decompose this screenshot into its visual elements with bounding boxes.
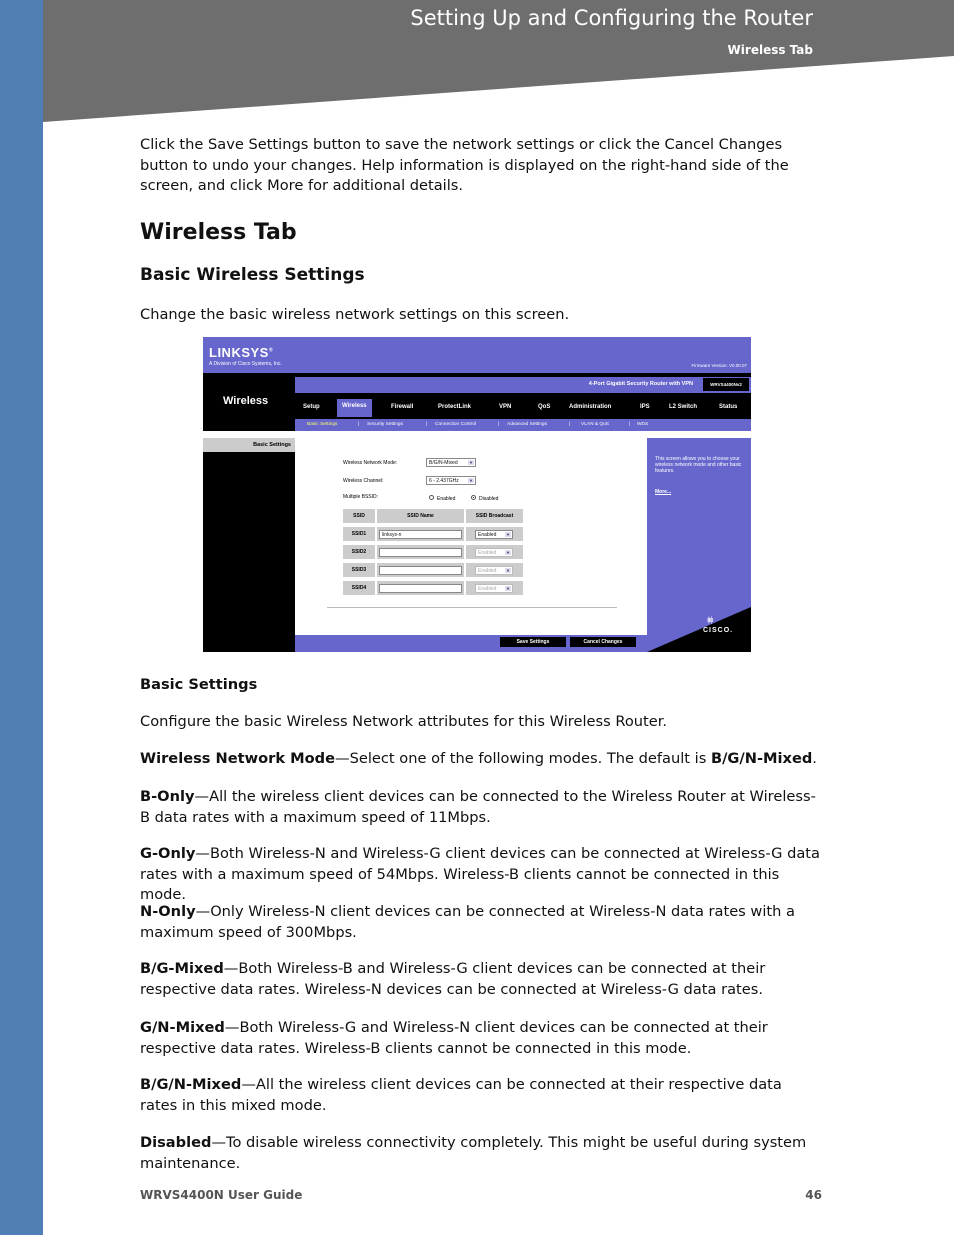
router-sub-nav: [295, 419, 751, 431]
linksys-logo-text: LINKSYS: [209, 345, 269, 360]
subnav-separator: |: [498, 421, 500, 427]
bssid-label: Multiple BSSID:: [343, 494, 379, 500]
left-section-tag-label: Basic Settings: [253, 442, 291, 448]
header-title: Setting Up and Configuring the Router: [410, 6, 813, 30]
basic-settings-title: Basic Settings: [140, 676, 258, 693]
product-name: 4-Port Gigabit Security Router with VPN: [588, 381, 693, 387]
mode-select-value: B/G/N-Mixed: [429, 460, 458, 466]
chevron-down-icon: ▼: [469, 478, 473, 483]
linksys-logo-subtitle: A Division of Cisco Systems, Inc.: [209, 361, 282, 367]
footer-guide-name: WRVS4400N User Guide: [140, 1188, 303, 1202]
mode-description: —To disable wireless connectivity completely. This might be useful during system maintenance.: [140, 1134, 807, 1172]
ssid1-broadcast-value: Enabled: [478, 532, 497, 538]
cisco-logo: CISCO.: [703, 627, 734, 634]
mode-bgn-mixed: [140, 1075, 820, 1116]
mode-select[interactable]: [426, 458, 476, 467]
chevron-down-icon: ▼: [506, 550, 510, 555]
help-text: This screen allows you to choose your wireless network mode and other basic features.: [655, 456, 742, 474]
mode-description: —All the wireless client devices can be connected at their respective data rates in this mixed mode.: [140, 1076, 782, 1114]
ssid4-broadcast-select[interactable]: [475, 584, 513, 593]
mode-g-only: [140, 844, 820, 906]
linksys-logo-trademark: ®: [268, 347, 274, 354]
ssid3-broadcast-select[interactable]: [475, 566, 513, 575]
bssid-enabled-label: Enabled: [437, 496, 456, 502]
ssid3-broadcast-value: Enabled: [478, 568, 497, 574]
mode-default: B/G/N-Mixed: [710, 750, 813, 767]
ssid3-name-input[interactable]: [379, 566, 462, 575]
basic-settings-description: Configure the basic Wireless Network attributes for this Wireless Router.: [140, 713, 667, 730]
mode-gn-mixed: [140, 1018, 820, 1059]
subnav-separator: |: [426, 421, 428, 427]
more-link[interactable]: More...: [655, 489, 672, 495]
save-settings-button[interactable]: Save Settings: [500, 637, 566, 647]
subsection-title: Basic Wireless Settings: [140, 265, 365, 285]
chevron-down-icon: ▼: [506, 568, 510, 573]
ssid2-broadcast-select[interactable]: [475, 548, 513, 557]
help-column-corner: [647, 607, 751, 652]
footer-page-number: 46: [805, 1188, 822, 1202]
mode-term: B/G-Mixed: [140, 960, 224, 977]
page-header: [43, 0, 954, 122]
router-section-label: Wireless: [223, 395, 269, 407]
left-section-tag: [203, 438, 295, 452]
chevron-down-icon: ▼: [506, 532, 510, 537]
subnav-vlan-qos[interactable]: VLAN & QoS: [581, 421, 609, 427]
subnav-basic-settings[interactable]: Basic Settings: [307, 421, 338, 427]
router-left-column: [203, 438, 295, 652]
router-main-nav: [295, 399, 751, 417]
channel-select-value: 6 - 2.437GHz: [429, 478, 459, 484]
ssid2-broadcast-value: Enabled: [478, 550, 497, 556]
nav-tab-l2-switch[interactable]: L2 Switch: [669, 404, 698, 410]
bssid-disabled-label: Disabled: [479, 496, 499, 502]
ssid1-name-input[interactable]: linksys-n: [379, 530, 462, 539]
ssid2-name-input[interactable]: [379, 548, 462, 557]
mode-b-only: [140, 787, 820, 828]
table-header-ssid-name: SSID Name: [377, 509, 464, 523]
subnav-separator: |: [629, 421, 631, 427]
mode-description: —Both Wireless-G and Wireless-N client devices can be connected at their respective data rates. Wireless-B clients cannot be connected in this mode.: [140, 1019, 768, 1057]
linksys-logo: [209, 345, 273, 360]
intro-paragraph: Click the Save Settings button to save the network settings or click the Cancel Changes button to undo your changes. Help information is displayed on the right-hand side of the screen, and click More for additional details.: [140, 136, 789, 194]
cisco-bars-icon: ı|ıı|ı: [707, 617, 713, 624]
channel-label: Wireless Channel:: [343, 478, 384, 484]
router-top-band: [203, 337, 751, 373]
mode-term: N-Only: [140, 903, 196, 920]
mode-paragraph: [140, 749, 820, 770]
router-screenshot: [203, 337, 751, 652]
nav-tab-setup[interactable]: Setup: [303, 404, 320, 410]
mode-term: Disabled: [140, 1134, 212, 1151]
chevron-down-icon: ▼: [506, 586, 510, 591]
mode-text-end: .: [812, 750, 817, 767]
chevron-down-icon: ▼: [469, 460, 473, 465]
left-margin-bar: [0, 0, 43, 1235]
table-row-ssid: SSID2: [343, 545, 375, 559]
nav-tab-firewall[interactable]: Firewall: [391, 404, 414, 410]
mode-description: —Both Wireless-B and Wireless-G client devices can be connected at their respective data rates. Wireless-N devices can be connected at Wireless-G data rates.: [140, 960, 766, 998]
channel-select[interactable]: [426, 476, 476, 485]
subnav-separator: |: [569, 421, 571, 427]
nav-tab-administration[interactable]: Administration: [569, 404, 612, 410]
subnav-wds[interactable]: WDS: [637, 421, 649, 427]
subnav-separator: |: [358, 421, 360, 427]
nav-tab-protectlink[interactable]: ProtectLink: [438, 404, 472, 410]
mode-term: B-Only: [140, 788, 195, 805]
mode-text: —Select one of the following modes. The default is: [335, 750, 711, 767]
nav-tab-wireless[interactable]: Wireless: [337, 399, 372, 417]
subnav-security-settings[interactable]: Security Settings: [367, 421, 403, 427]
table-row-ssid: SSID3: [343, 563, 375, 577]
bssid-enabled-radio[interactable]: [429, 495, 434, 500]
table-row-ssid: SSID4: [343, 581, 375, 595]
ssid4-name-input[interactable]: [379, 584, 462, 593]
subnav-advanced-settings[interactable]: Advanced Settings: [507, 421, 548, 427]
mode-term: G-Only: [140, 845, 196, 862]
bssid-disabled-radio[interactable]: [471, 495, 476, 500]
subsection-description: Change the basic wireless network settings on this screen.: [140, 306, 570, 323]
mode-term: B/G/N-Mixed: [140, 1076, 242, 1093]
mode-n-only: [140, 902, 820, 943]
mode-term: G/N-Mixed: [140, 1019, 225, 1036]
nav-tab-status[interactable]: Status: [719, 404, 738, 410]
nav-tab-qos[interactable]: QoS: [538, 404, 551, 410]
firmware-version: Firmware Version: V0.00.07: [691, 363, 747, 368]
cancel-changes-button[interactable]: Cancel Changes: [570, 637, 636, 647]
subnav-connection-control[interactable]: Connection Control: [435, 421, 477, 427]
ssid1-broadcast-select[interactable]: [475, 530, 513, 539]
mode-bg-mixed: [140, 959, 820, 1000]
mode-disabled: [140, 1133, 820, 1174]
header-subtitle: Wireless Tab: [727, 43, 813, 57]
section-title: Wireless Tab: [140, 220, 297, 245]
mode-description: —Only Wireless-N client devices can be connected at Wireless-N data rates with a maximum speed of 300Mbps.: [140, 903, 795, 941]
ssid4-broadcast-value: Enabled: [478, 586, 497, 592]
content-divider: [327, 607, 617, 608]
mode-term: Wireless Network Mode: [140, 750, 336, 767]
mode-label: Wireless Network Mode:: [343, 460, 398, 466]
mode-description: —All the wireless client devices can be connected to the Wireless Router at Wireless-B data rates with a maximum speed of 11Mbps.: [140, 788, 816, 826]
table-row-ssid: SSID1: [343, 527, 375, 541]
table-header-ssid-broadcast: SSID Broadcast: [466, 509, 523, 523]
nav-tab-vpn[interactable]: VPN: [499, 404, 512, 410]
model-badge: WRVS4400Nv2: [703, 378, 749, 391]
table-header-ssid: SSID: [343, 509, 375, 523]
mode-description: —Both Wireless-N and Wireless-G client devices can be connected at Wireless-G data rates with a maximum speed of 54Mbps. Wireless-B clients cannot be connected in this mode.: [140, 845, 820, 903]
nav-tab-ips[interactable]: IPS: [640, 404, 650, 410]
